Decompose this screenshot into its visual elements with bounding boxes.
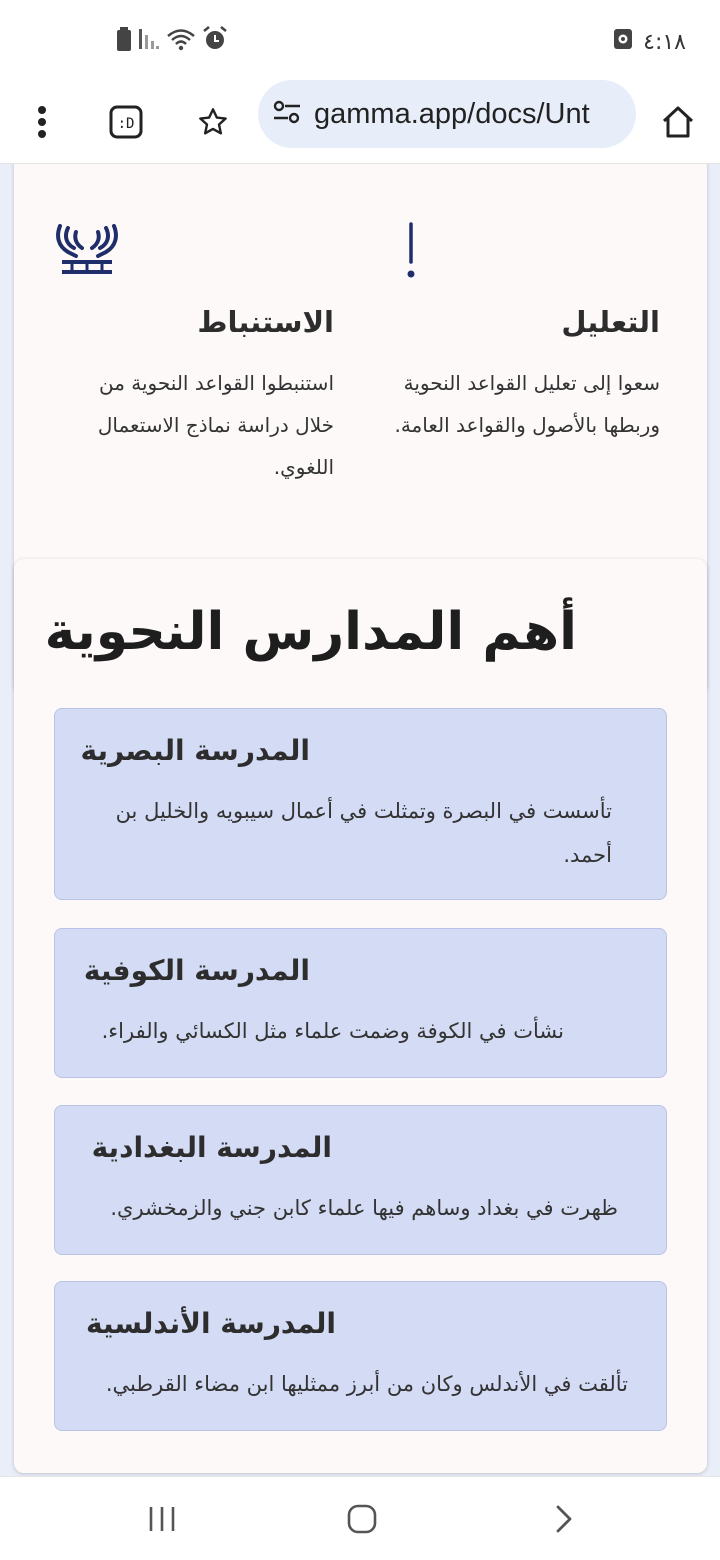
school-text: تأسست في البصرة وتمثلت في أعمال سيبويه والخليل بن أحمد. — [115, 799, 612, 867]
schools-heading: أهم المدارس النحوية — [44, 602, 577, 662]
star-icon[interactable] — [185, 94, 241, 150]
url-text[interactable]: gamma.app/docs/Unt — [314, 97, 590, 130]
status-bar — [0, 0, 720, 80]
screen-record-icon — [613, 28, 633, 56]
system-nav-bar — [0, 1476, 720, 1560]
menu-icon[interactable] — [14, 94, 70, 150]
school-text: تألقت في الأندلس وكان من أبرز ممثليها ابن مضاء القرطبي. — [105, 1372, 628, 1396]
school-name: المدرسة البغدادية — [91, 1131, 332, 1164]
column-title: الاستنباط — [197, 305, 334, 339]
battery-icon — [116, 26, 132, 56]
home-icon[interactable] — [650, 94, 706, 150]
column-taalil — [380, 222, 660, 446]
status-icons — [116, 26, 228, 56]
recent-apps-icon[interactable] — [142, 1499, 182, 1539]
wifi-icon — [166, 27, 196, 55]
status-right — [613, 28, 686, 56]
browser-toolbar — [0, 80, 720, 164]
school-basri — [54, 708, 667, 900]
hands-icon — [54, 222, 120, 282]
extension-icon[interactable] — [98, 94, 154, 150]
school-andalusi — [54, 1281, 667, 1431]
schools-card — [14, 559, 707, 1473]
exclamation-icon — [380, 222, 418, 282]
signal-icon — [138, 27, 160, 55]
column-text: استنبطوا القواعد النحوية من خلال دراسة نماذج الاستعمال اللغوي. — [97, 371, 334, 479]
school-name: المدرسة الكوفية — [83, 954, 310, 987]
site-settings-icon[interactable] — [272, 98, 302, 130]
alarm-icon — [202, 26, 228, 56]
school-baghdadi — [54, 1105, 667, 1255]
column-text: سعوا إلى تعليل القواعد النحوية وربطها بالأصول والقواعد العامة. — [394, 371, 660, 437]
school-text: ظهرت في بغداد وساهم فيها علماء كابن جني والزمخشري. — [110, 1196, 618, 1220]
back-icon[interactable] — [544, 1499, 584, 1539]
address-bar[interactable] — [258, 80, 636, 148]
page-content[interactable] — [0, 164, 720, 1476]
svg-text::D: :D — [117, 116, 135, 132]
school-kufi — [54, 928, 667, 1078]
school-name: المدرسة البصرية — [80, 734, 310, 767]
status-time: ٤:١٨ — [643, 29, 686, 55]
school-text: نشأت في الكوفة وضمت علماء مثل الكسائي والفراء. — [101, 1019, 564, 1043]
column-istinbat — [54, 222, 334, 488]
school-name: المدرسة الأندلسية — [86, 1307, 336, 1340]
column-title: التعليل — [561, 305, 660, 339]
home-circle-icon[interactable] — [342, 1499, 382, 1539]
